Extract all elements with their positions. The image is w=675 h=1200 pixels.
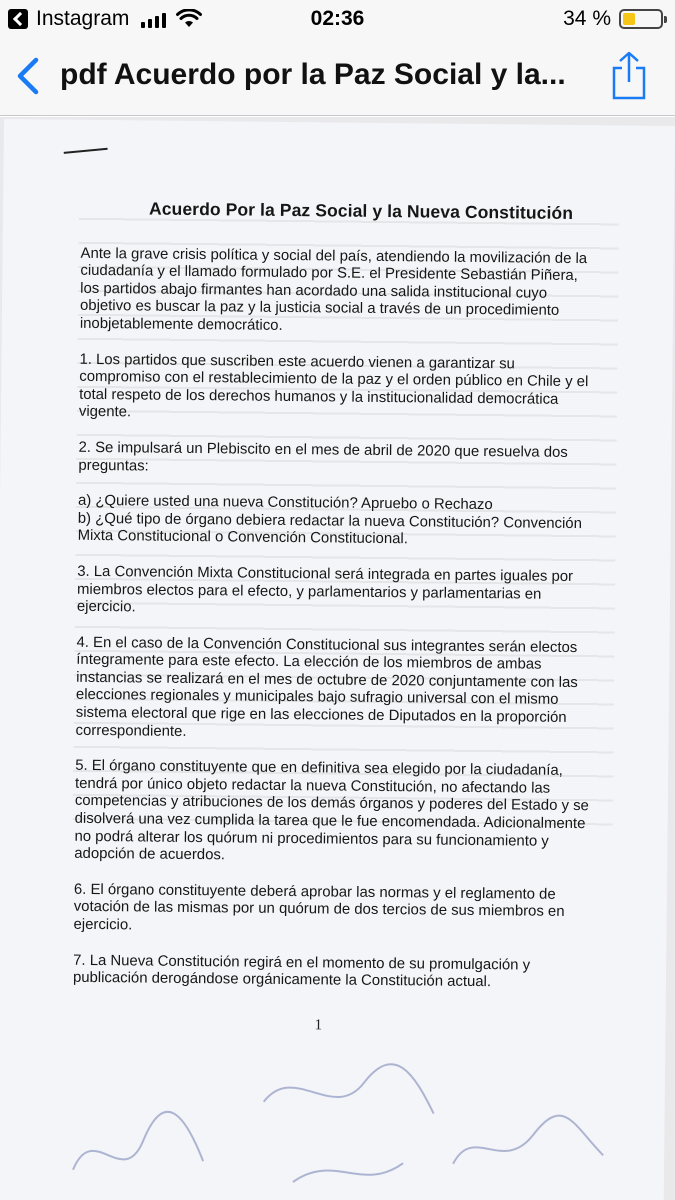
- paragraph-line: preguntas:: [78, 457, 149, 475]
- document-paragraph: [78, 493, 619, 551]
- paragraph-line: total respeto de los derechos humanos y la institucionalidad democrática: [79, 386, 559, 408]
- document-paragraphs: [73, 245, 621, 993]
- paragraph-line: inobjetablemente democrático.: [79, 315, 283, 334]
- document-paragraph: [73, 952, 613, 993]
- status-time: 02:36: [310, 7, 365, 30]
- paragraph-line: íntegramente para este efecto. La elección de los miembros de ambas: [76, 652, 542, 673]
- document-paragraph: [73, 882, 614, 940]
- navigation-bar: [0, 38, 675, 116]
- pdf-page: [0, 119, 675, 1200]
- battery-percent: 34 %: [563, 7, 611, 30]
- paragraph-line: compromiso con el restablecimiento de la paz y el orden público en Chile y el: [79, 368, 589, 391]
- document-body: [73, 200, 621, 1011]
- paragraph-line: ejercicio.: [73, 916, 133, 934]
- paragraph-line: miembros electos para el efecto, y parlamentarios y parlamentarias en: [76, 581, 542, 603]
- paragraph-line: 1. Los partidos que suscriben este acuerdo vienen a garantizar su: [79, 351, 515, 372]
- paragraph-line: elecciones regionales y municipales bajo sufragio universal con el mismo: [75, 687, 559, 709]
- paragraph-line: no podrá alterar los quórum ni procedimientos para su funcionamiento y: [74, 828, 549, 850]
- battery-icon: [619, 9, 663, 29]
- paragraph-line: los partidos abajo firmantes han acordado una salida institucional cuyo: [80, 280, 548, 302]
- paragraph-line: b) ¿Qué tipo de órgano debiera redactar la nueva Constitución? Convención: [77, 510, 583, 532]
- pen-mark: [64, 148, 108, 154]
- paragraph-line: a) ¿Quiere usted una nueva Constitución? Apruebo o Rechazo: [77, 492, 493, 514]
- document-paragraph: [78, 440, 618, 481]
- paragraph-line: Mixta Constitucional o Convención Constitucional.: [77, 528, 408, 548]
- paragraph-line: 2. Se impulsará un Plebiscito en el mes de abril de 2020 que resuelva dos: [78, 439, 568, 461]
- paragraph-line: 5. El órgano constituyente que en definitiva sea elegido por la ciudadanía,: [75, 758, 563, 780]
- paragraph-line: adopción de acuerdos.: [74, 845, 226, 864]
- paragraph-line: objetivo es buscar la paz y la justicia social a través de un procedimiento: [79, 298, 560, 320]
- paragraph-line: tendrá por único objeto redactar la nueva Constitución, no afectando las: [74, 775, 551, 797]
- document-paragraph: [79, 351, 620, 427]
- document-heading: Acuerdo Por la Paz Social y la Nueva Constitución: [148, 198, 574, 223]
- paragraph-line: 6. El órgano constituyente deberá aprobar las normas y el reglamento de: [73, 881, 556, 903]
- paragraph-line: ciudadanía y el llamado formulado por S.E. el Presidente Sebastián Piñera,: [80, 262, 578, 285]
- paragraph-line: votación de las mismas por un quórum de dos tercios de sus miembros en: [73, 899, 565, 921]
- document-paragraph: [74, 758, 615, 869]
- document-paragraph: [80, 245, 621, 339]
- share-icon[interactable]: [608, 50, 650, 102]
- chevron-left-icon[interactable]: [12, 56, 46, 96]
- paragraph-line: sistema electoral que rige en las elecciones de Diputados en la proporción: [75, 704, 567, 726]
- paragraph-line: 3. La Convención Mixta Constitucional será integrada en partes iguales por: [77, 563, 574, 585]
- paragraph-line: disolverá una vez cumplida la tarea que le fue encomendada. Adicionalmente: [74, 810, 586, 833]
- signatures-illustration: [33, 999, 635, 1200]
- paragraph-line: vigente.: [78, 404, 132, 421]
- paragraph-line: 7. La Nueva Constitución regirá en el momento de su promulgación y: [73, 952, 531, 974]
- pdf-viewer[interactable]: [0, 117, 675, 1200]
- status-bar: [0, 0, 675, 38]
- paragraph-line: publicación derogándose orgánicamente la Constitución actual.: [72, 969, 492, 991]
- document-paragraph: [76, 634, 617, 745]
- paragraph-line: Ante la grave crisis política y social del país, atendiendo la movilización de la: [80, 245, 588, 267]
- document-title: pdf Acuerdo por la Paz Social y la...: [60, 58, 566, 91]
- back-to-app-label[interactable]: Instagram: [36, 7, 130, 30]
- paragraph-line: competencias y atribuciones de los demás órganos y poderes del Estado y se: [74, 793, 589, 815]
- page-number: 1: [314, 1017, 323, 1034]
- document-paragraph: [77, 564, 618, 622]
- paragraph-line: ejercicio.: [76, 598, 136, 616]
- paragraph-line: instancias se realizará en el mes de octubre de 2020 conjuntamente con las: [76, 669, 578, 691]
- paragraph-line: correspondiente.: [75, 722, 187, 740]
- paragraph-line: 4. En el caso de la Convención Constitucional sus integrantes serán electos: [76, 634, 578, 656]
